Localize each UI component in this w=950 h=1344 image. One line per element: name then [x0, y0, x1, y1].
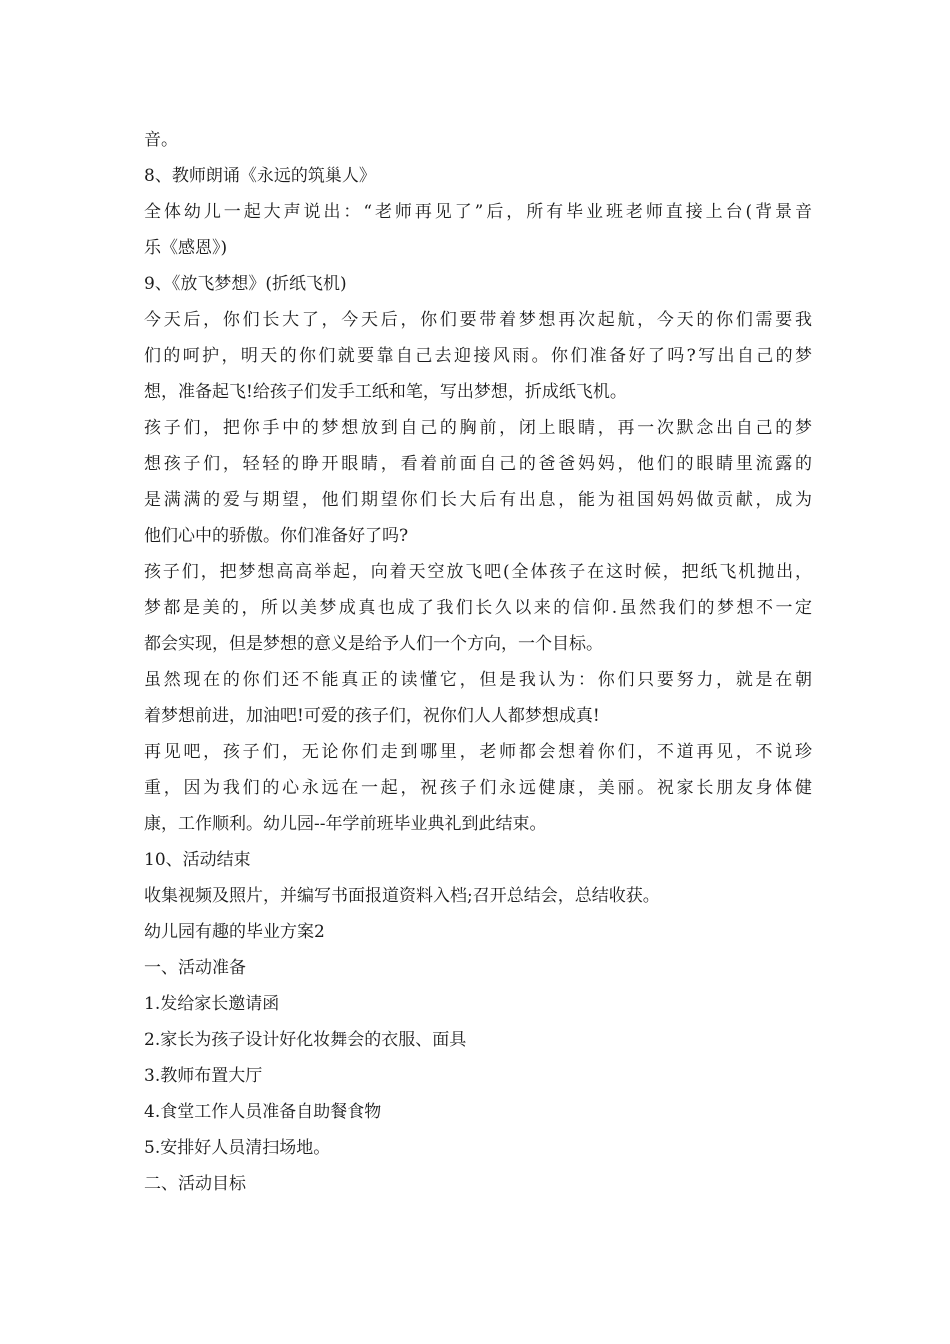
- paragraph-line: 重，因为我们的心永远在一起，祝孩子们永远健康，美丽。祝家长朋友身体健: [144, 778, 812, 798]
- section-heading-preparation: 一、活动准备: [144, 958, 246, 978]
- section-heading-goals: 二、活动目标: [144, 1174, 246, 1194]
- paragraph-line: 们的呵护，明天的你们就要靠自己去迎接风雨。你们准备好了吗?写出自己的梦: [144, 346, 812, 366]
- list-item: 1.发给家长邀请函: [144, 994, 280, 1014]
- section-title: 幼儿园有趣的毕业方案2: [144, 922, 325, 942]
- paragraph-line: 是满满的爱与期望，他们期望你们长大后有出息，能为祖国妈妈做贡献，成为: [144, 490, 812, 510]
- list-item: 5.安排好人员清扫场地。: [144, 1138, 331, 1158]
- paragraph-line: 康，工作顺利。幼儿园--年学前班毕业典礼到此结束。: [144, 814, 547, 834]
- paragraph-line: 着梦想前进，加油吧!可爱的孩子们，祝你们人人都梦想成真!: [144, 706, 600, 726]
- list-item: 4.食堂工作人员准备自助餐食物: [144, 1102, 382, 1122]
- document-body: [144, 122, 812, 1202]
- item-9-heading: 9、《放飞梦想》(折纸飞机): [144, 274, 347, 294]
- paragraph-line: 再见吧，孩子们，无论你们走到哪里，老师都会想着你们，不道再见，不说珍: [144, 742, 812, 762]
- paragraph-line: 全体幼儿一起大声说出：“老师再见了”后，所有毕业班老师直接上台(背景音: [144, 202, 812, 222]
- paragraph-line: 他们心中的骄傲。你们准备好了吗?: [144, 526, 409, 546]
- paragraph-line: 孩子们，把梦想高高举起，向着天空放飞吧(全体孩子在这时候，把纸飞机抛出，: [144, 562, 812, 582]
- item-8-heading: 8、教师朗诵《永远的筑巢人》: [144, 166, 376, 186]
- paragraph-line: 想孩子们，轻轻的睁开眼睛，看着前面自己的爸爸妈妈，他们的眼睛里流露的: [144, 454, 812, 474]
- item-10-heading: 10、活动结束: [144, 850, 251, 870]
- list-item: 2.家长为孩子设计好化妆舞会的衣服、面具: [144, 1030, 467, 1050]
- paragraph-line: 今天后，你们长大了，今天后，你们要带着梦想再次起航，今天的你们需要我: [144, 310, 812, 330]
- paragraph-line: 收集视频及照片，并编写书面报道资料入档;召开总结会，总结收获。: [144, 886, 660, 906]
- paragraph-line: 想，准备起飞!给孩子们发手工纸和笔，写出梦想，折成纸飞机。: [144, 382, 627, 402]
- list-item: 3.教师布置大厅: [144, 1066, 263, 1086]
- paragraph-line: 虽然现在的你们还不能真正的读懂它，但是我认为：你们只要努力，就是在朝: [144, 670, 812, 690]
- paragraph-line: 梦都是美的，所以美梦成真也成了我们长久以来的信仰.虽然我们的梦想不一定: [144, 598, 812, 618]
- paragraph-line: 都会实现，但是梦想的意义是给予人们一个方向，一个目标。: [144, 634, 603, 654]
- paragraph-line: 乐《感恩》): [144, 238, 228, 258]
- paragraph-line: 孩子们，把你手中的梦想放到自己的胸前，闭上眼睛，再一次默念出自己的梦: [144, 418, 812, 438]
- text-line-continuation: 音。: [144, 130, 178, 150]
